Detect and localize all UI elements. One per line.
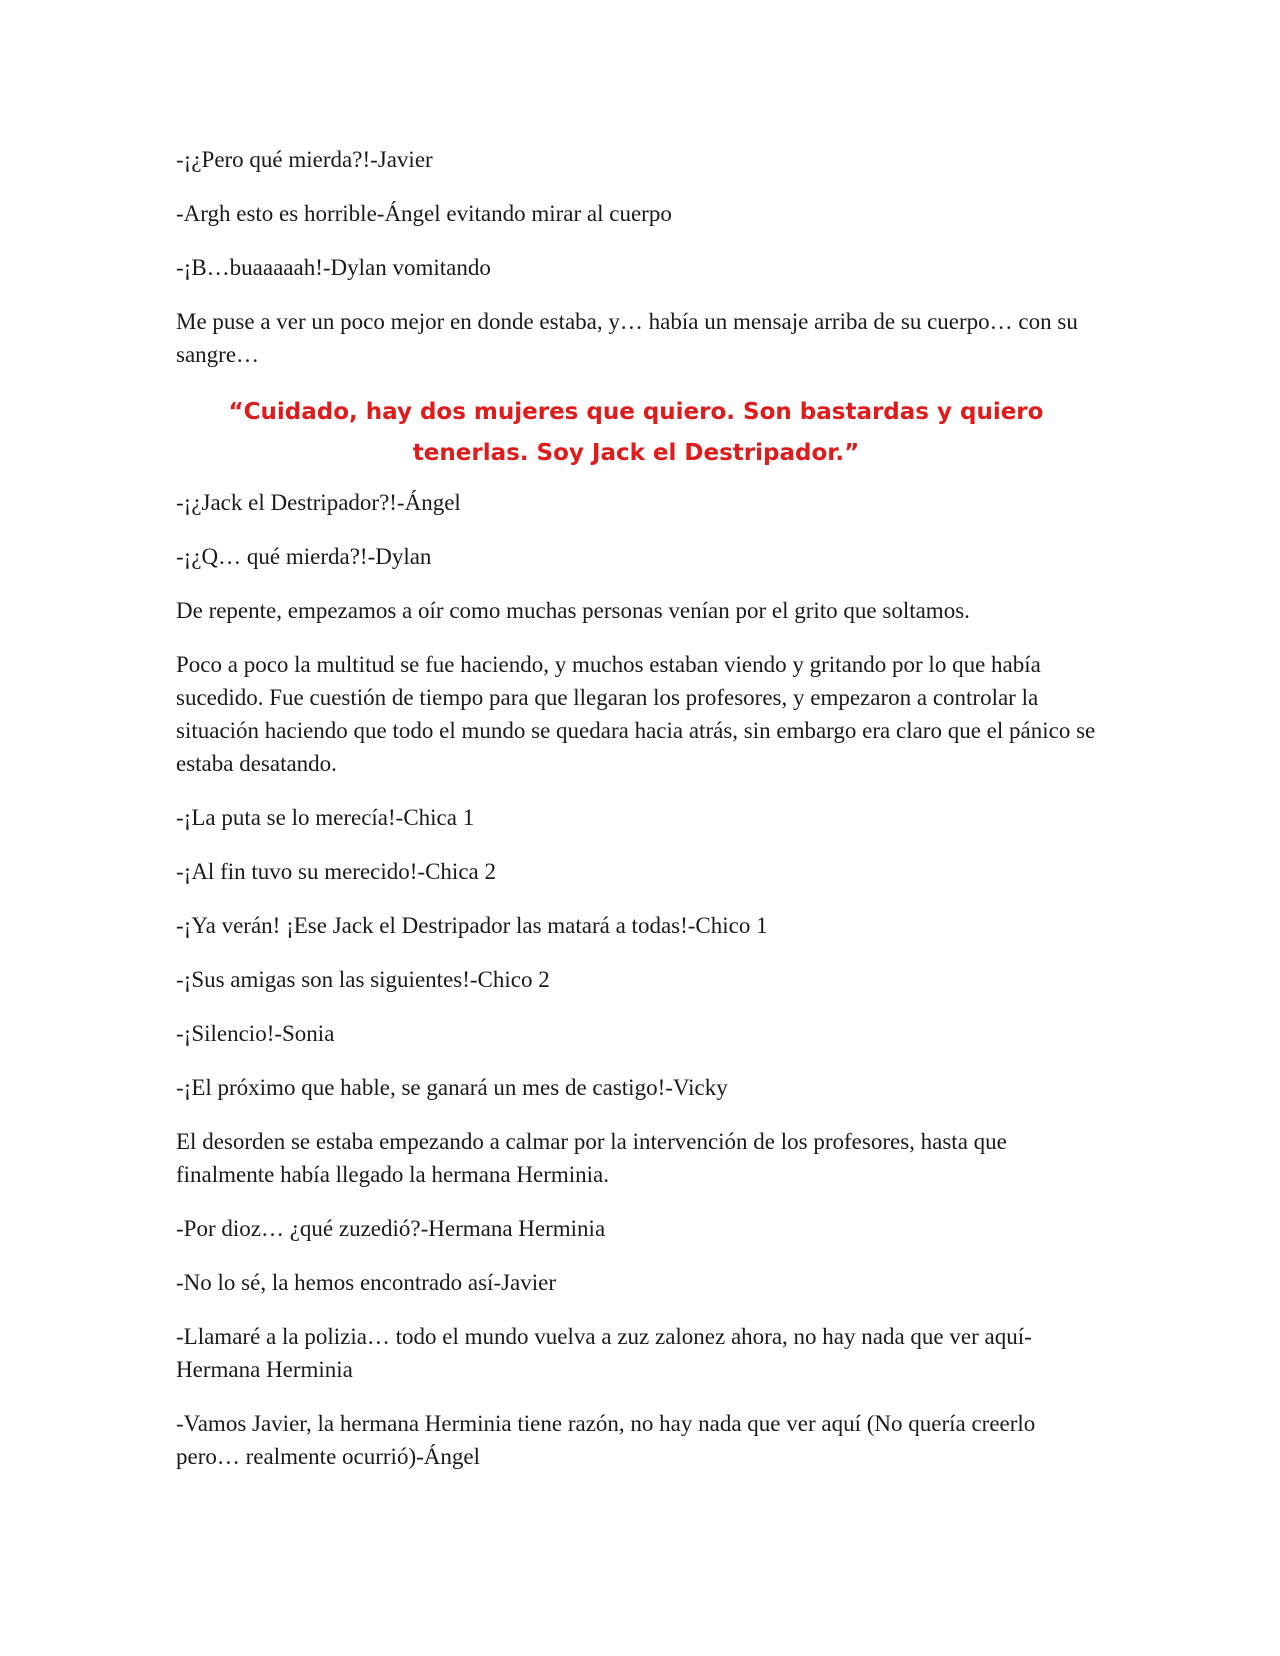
dialogue-line: -¡Al fin tuvo su merecido!-Chica 2 — [176, 859, 496, 884]
dialogue-line: -¡¿Jack el Destripador?!-Ángel — [176, 490, 461, 515]
narration-paragraph: Me puse a ver un poco mejor en donde estaba, y… había un mensaje arriba de su cuerpo… con su sangre… — [176, 309, 1078, 367]
narration-paragraph: De repente, empezamos a oír como muchas personas venían por el grito que soltamos. — [176, 598, 970, 623]
dialogue-line: -Llamaré a la polizia… todo el mundo vuelva a zuz zalonez ahora, no hay nada que ver aquí-Hermana Herminia — [176, 1324, 1032, 1382]
dialogue-line: -¡Sus amigas son las siguientes!-Chico 2 — [176, 967, 550, 992]
narration-paragraph: Poco a poco la multitud se fue haciendo, y muchos estaban viendo y gritando por lo que había sucedido. Fue cuestión de tiempo para que llegaran los profesores, y empezaron a controlar la situación haciendo que todo el mundo se quedara hacia atrás, sin embargo era claro que el pánico se estaba desatando. — [176, 652, 1096, 776]
story-text — [176, 143, 1096, 1494]
dialogue-line: -¡¿Q… qué mierda?!-Dylan — [176, 544, 432, 569]
dialogue-line: -No lo sé, la hemos encontrado así-Javier — [176, 1270, 557, 1295]
dialogue-line: -Vamos Javier, la hermana Herminia tiene razón, no hay nada que ver aquí (No quería creerlo pero… realmente ocurrió)-Ángel — [176, 1411, 1036, 1469]
dialogue-line: -¡¿Pero qué mierda?!-Javier — [176, 147, 433, 172]
blood-message: “Cuidado, hay dos mujeres que quiero. Son bastardas y quiero tenerlas. Soy Jack el Destripador.” — [228, 399, 1044, 466]
narration-paragraph: El desorden se estaba empezando a calmar por la intervención de los profesores, hasta que finalmente había llegado la hermana Herminia. — [176, 1129, 1007, 1187]
dialogue-line: -¡B…buaaaaah!-Dylan vomitando — [176, 255, 491, 280]
dialogue-line: -¡El próximo que hable, se ganará un mes de castigo!-Vicky — [176, 1075, 728, 1100]
dialogue-line: -Argh esto es horrible-Ángel evitando mirar al cuerpo — [176, 201, 672, 226]
dialogue-line: -¡La puta se lo merecía!-Chica 1 — [176, 805, 475, 830]
dialogue-line: -Por dioz… ¿qué zuzedió?-Hermana Herminia — [176, 1216, 606, 1241]
dialogue-line: -¡Silencio!-Sonia — [176, 1021, 335, 1046]
dialogue-line: -¡Ya verán! ¡Ese Jack el Destripador las matará a todas!-Chico 1 — [176, 913, 768, 938]
